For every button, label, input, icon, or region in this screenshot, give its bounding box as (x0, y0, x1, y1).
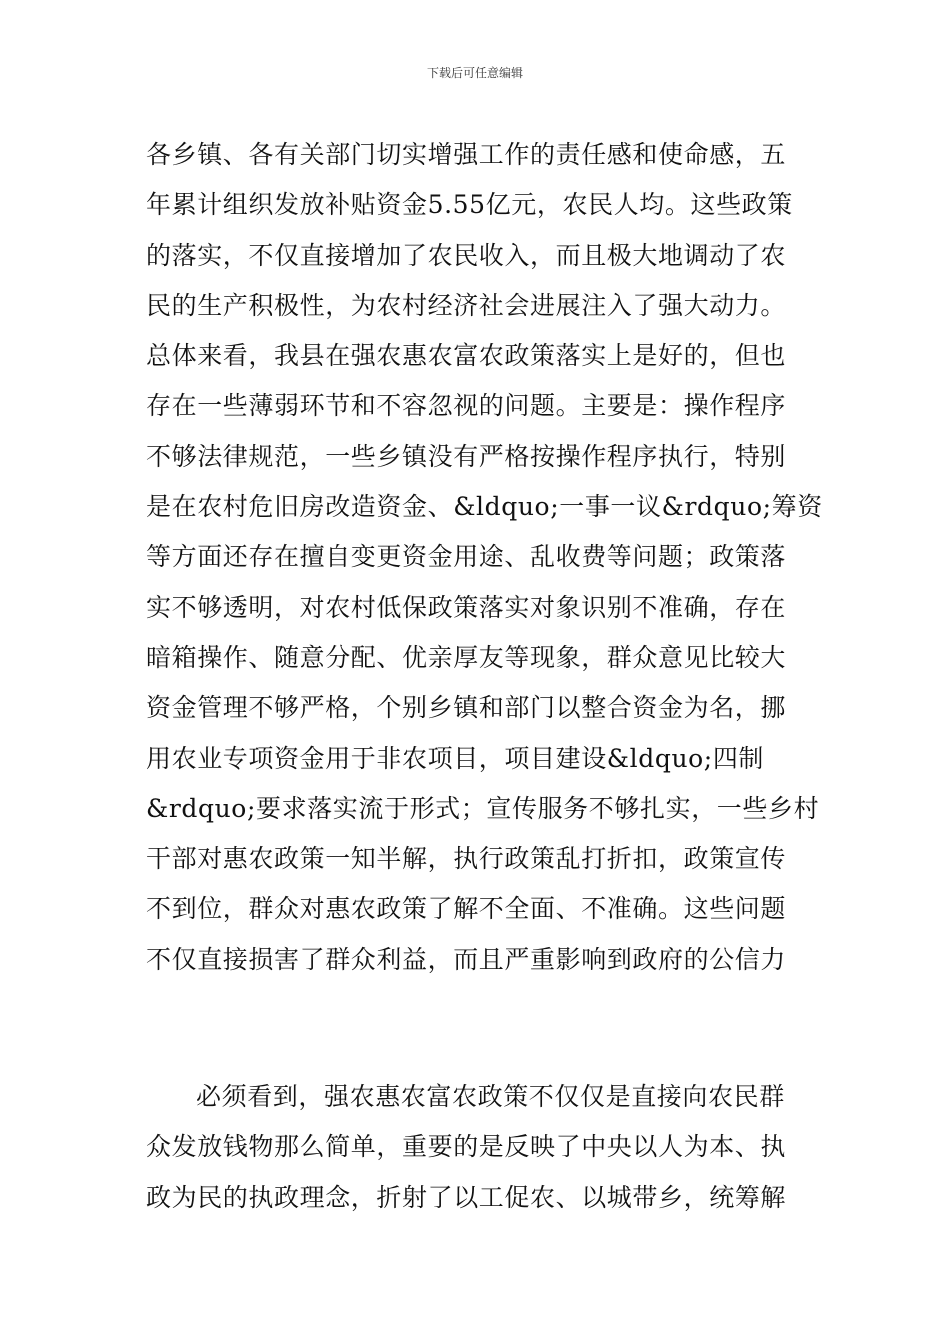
text-line: 各乡镇、各有关部门切实增强工作的责任感和使命感，五 (146, 140, 787, 169)
text-line: 存在一些薄弱环节和不容忽视的问题。主要是：操作程序 (146, 391, 787, 421)
text-line: 等方面还存在擅自变更资金用途、乱收费等问题；政策落 (146, 542, 787, 572)
page-header: 下载后可任意编辑 (426, 66, 523, 80)
text-line: 不仅直接损害了群众利益，而且严重影响到政府的公信力 (146, 944, 787, 974)
text-line: 政为民的执政理念，折射了以工促农、以城带乡，统筹解 (146, 1182, 787, 1212)
paragraph-2 (146, 1072, 826, 1223)
text-line: 必须看到，强农惠农富农政策不仅仅是直接向农民群 (196, 1082, 785, 1111)
text-line: 实不够透明，对农村低保政策落实对象识别不准确，存在 (146, 592, 787, 622)
text-line: 年累计组织发放补贴资金5.55亿元，农民人均。这些政策 (146, 190, 793, 220)
text-line: 民的生产积极性，为农村经济社会进展注入了强大动力。 (146, 290, 787, 320)
text-line: 不够法律规范，一些乡镇没有严格按操作程序执行，特别 (146, 441, 787, 471)
text-line: 用农业专项资金用于非农项目，项目建设&ldquo;四制 (146, 743, 765, 773)
text-line: 不到位，群众对惠农政策了解不全面、不准确。这些问题 (146, 894, 787, 924)
text-line: 的落实，不仅直接增加了农民收入，而且极大地调动了农 (146, 240, 787, 270)
text-line: 总体来看，我县在强农惠农富农政策落实上是好的，但也 (146, 341, 787, 371)
text-line: 资金管理不够严格，个别乡镇和部门以整合资金为名，挪 (146, 693, 787, 723)
text-line: 是在农村危旧房改造资金、&ldquo;一事一议&rdquo;筹资 (146, 492, 823, 522)
text-line: 众发放钱物那么简单，重要的是反映了中央以人为本、执 (146, 1132, 787, 1162)
text-line: 暗箱操作、随意分配、优亲厚友等现象，群众意见比较大 (146, 642, 787, 672)
paragraph-1 (146, 130, 826, 985)
text-line: 干部对惠农政策一知半解，执行政策乱打折扣，政策宣传 (146, 844, 787, 874)
text-line: &rdquo;要求落实流于形式；宣传服务不够扎实，一些乡村 (146, 793, 820, 823)
